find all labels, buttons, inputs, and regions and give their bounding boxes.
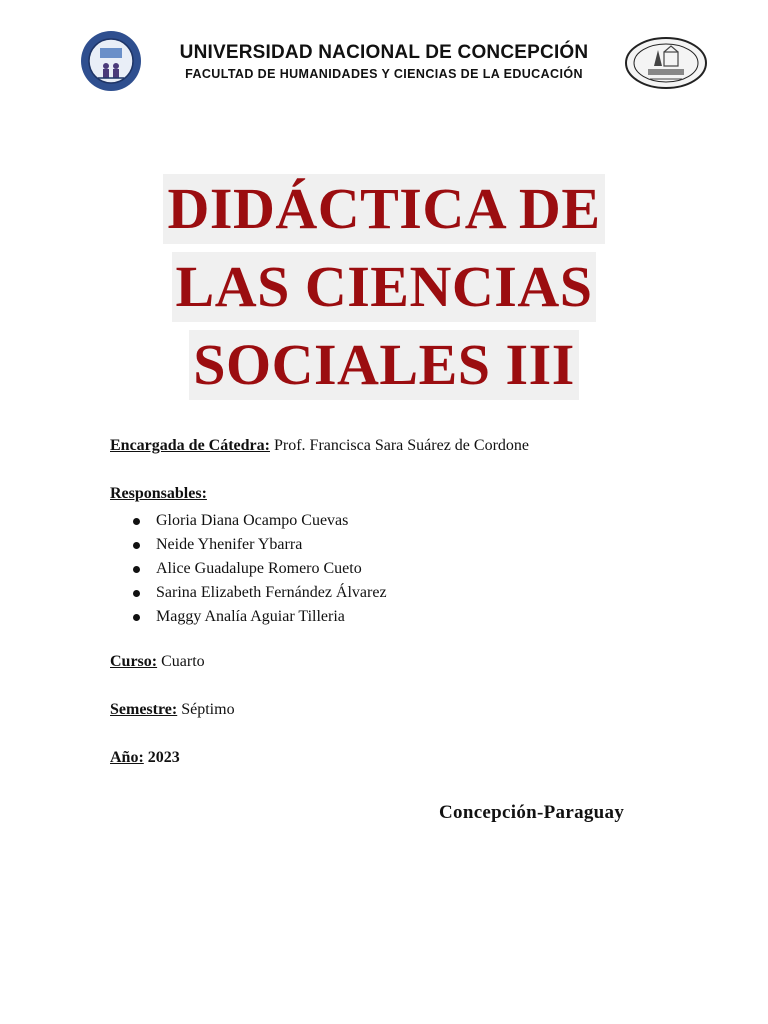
semestre-row	[110, 701, 235, 719]
semestre-value: Séptimo	[181, 701, 235, 718]
document-title	[0, 174, 768, 408]
curso-row	[110, 653, 205, 671]
chair-label: Encargada de Cátedra:	[110, 437, 270, 454]
title-line-1: DIDÁCTICA DE	[163, 174, 604, 244]
chair-value: Prof. Francisca Sara Suárez de Cordone	[273, 437, 530, 454]
curso-label: Curso:	[110, 653, 158, 670]
anio-value: 2023	[147, 749, 180, 766]
list-item: Maggy Analía Aguiar Tilleria	[130, 605, 387, 629]
responsables-list	[130, 509, 387, 629]
title-line-2: LAS CIENCIAS	[172, 252, 597, 322]
chair-row	[110, 437, 529, 455]
title-line-3: SOCIALES III	[189, 330, 579, 400]
responsables-label: Responsables:	[110, 485, 207, 502]
place-text: Concepción-Paraguay	[439, 802, 625, 823]
curso-value: Cuarto	[161, 653, 205, 670]
list-item: Alice Guadalupe Romero Cueto	[130, 557, 387, 581]
anio-row	[110, 749, 180, 767]
semestre-label: Semestre:	[110, 701, 178, 718]
university-name: UNIVERSIDAD NACIONAL DE CONCEPCIÓN	[179, 42, 589, 63]
responsables-row	[110, 485, 207, 503]
anio-label: Año:	[110, 749, 144, 766]
faculty-name: FACULTAD DE HUMANIDADES Y CIENCIAS DE LA EDUCACIÓN	[185, 67, 583, 81]
document-header	[0, 30, 768, 100]
list-item: Gloria Diana Ocampo Cuevas	[130, 509, 387, 533]
list-item: Sarina Elizabeth Fernández Álvarez	[130, 581, 387, 605]
faculty-seal-icon	[80, 30, 142, 92]
list-item: Neide Yhenifer Ybarra	[130, 533, 387, 557]
university-seal-icon	[624, 36, 708, 90]
